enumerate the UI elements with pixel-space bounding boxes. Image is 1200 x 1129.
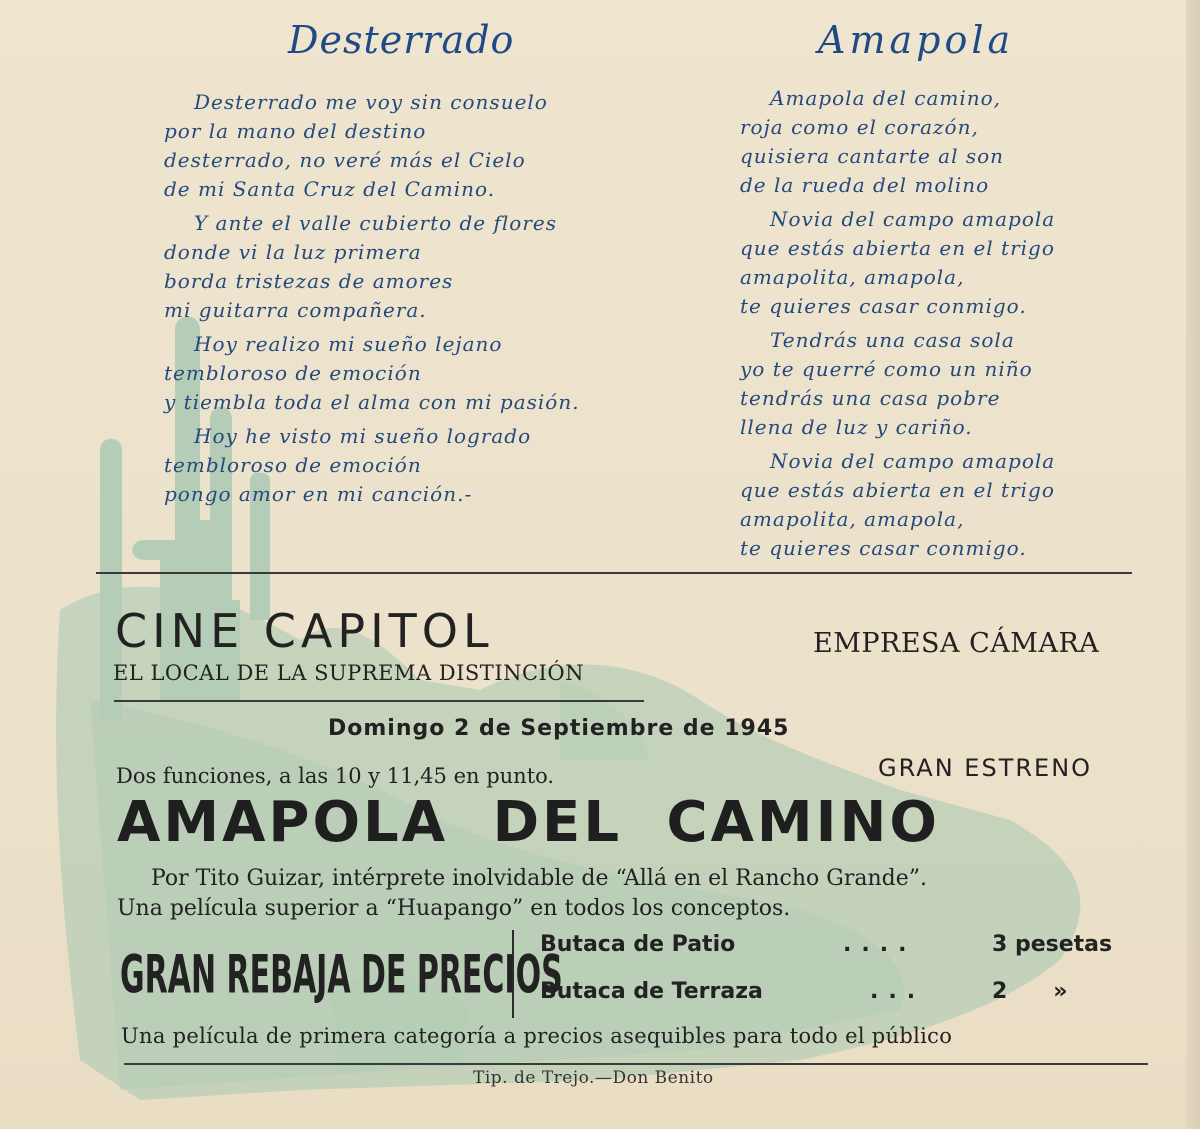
cinema-company: EMPRESA CÁMARA [813,628,1100,659]
lyric-line: llena de luz y cariño. [740,415,973,439]
printer-credit: Tip. de Trejo.—Don Benito [473,1068,714,1088]
lyric-line: por la mano del destino [164,119,427,143]
stanza [164,88,664,204]
lyric-line: y tiembla toda el alma con mi pasión. [164,390,580,414]
lyric-line: tendrás una casa pobre [740,386,1001,410]
stanza [740,84,1140,200]
stanza [164,209,664,325]
lyric-line: borda tristezas de amores [164,269,454,293]
lyric-line: quisiera cantarte al son [740,144,1005,168]
price-divider [512,930,514,1018]
cinema-slogan: EL LOCAL DE LA SUPREMA DISTINCIÓN [113,661,584,685]
lyric-line: de mi Santa Cruz del Camino. [164,177,496,201]
lyric-line: amapolita, amapola, [740,265,965,289]
seat-name: Butaca de Patio [540,932,736,957]
seat-price: 2 » [992,979,1068,1004]
film-tagline: Una película superior a “Huapango” en todos los conceptos. [117,896,791,921]
song-title-desterrado: Desterrado [288,18,515,62]
lyric-line: Novia del campo amapola [770,207,1056,231]
lyric-line: Amapola del camino, [770,86,1002,110]
stanza [740,447,1140,563]
lyric-line: Hoy he visto mi sueño logrado [194,424,532,448]
premiere-label: GRAN ESTRENO [878,754,1093,782]
leader-dots: .... [843,932,917,957]
lyric-line: pongo amor en mi canción.- [164,482,473,506]
cinema-name: CINE CAPITOL [115,604,494,658]
paper-edge [1186,0,1200,1129]
stanza [164,330,664,417]
stanza [164,422,664,509]
seat-name: Butaca de Terraza [540,979,763,1004]
lyric-line: Desterrado me voy sin consuelo [194,90,548,114]
divider-top [96,572,1132,574]
film-credit: Por Tito Guizar, intérprete inolvidable de “Allá en el Rancho Grande”. [151,866,927,891]
stanza [740,205,1140,321]
lyric-line: mi guitarra compañera. [164,298,427,322]
lyric-line: Tendrás una casa sola [770,328,1015,352]
lyric-line: Y ante el valle cubierto de flores [194,211,558,235]
lyric-line: Novia del campo amapola [770,449,1056,473]
lyric-line: amapolita, amapola, [740,507,965,531]
footer-note: Una película de primera categoría a precios asequibles para todo el público [121,1024,953,1048]
stanza [740,326,1140,442]
lyric-line: yo te querré como un niño [740,357,1033,381]
lyric-line: te quieres casar conmigo. [740,536,1027,560]
price-headline: GRAN REBAJA DE PRECIOS [120,945,563,1007]
lyric-line: desterrado, no veré más el Cielo [164,148,526,172]
event-date: Domingo 2 de Septiembre de 1945 [328,716,790,741]
lyric-line: tembloroso de emoción [164,453,422,477]
divider-slogan [114,700,644,702]
lyric-line: que estás abierta en el trigo [740,478,1055,502]
leader-dots: ... [870,979,926,1004]
lyric-line: tembloroso de emoción [164,361,422,385]
lyric-line: que estás abierta en el trigo [740,236,1055,260]
lyric-line: roja como el corazón, [740,115,979,139]
lyric-line: Hoy realizo mi sueño lejano [194,332,503,356]
lyric-line: te quieres casar conmigo. [740,294,1027,318]
divider-bottom [124,1063,1148,1065]
lyric-line: de la rueda del molino [740,173,990,197]
song-title-amapola: Amapola [818,18,1015,62]
seat-price: 3 pesetas [992,932,1113,957]
lyrics-desterrado [164,88,664,514]
lyric-line: donde vi la luz primera [164,240,422,264]
film-title: AMAPOLA DEL CAMINO [117,790,940,855]
lyrics-amapola [740,84,1140,568]
event-showtimes: Dos funciones, a las 10 y 11,45 en punto. [116,764,555,788]
